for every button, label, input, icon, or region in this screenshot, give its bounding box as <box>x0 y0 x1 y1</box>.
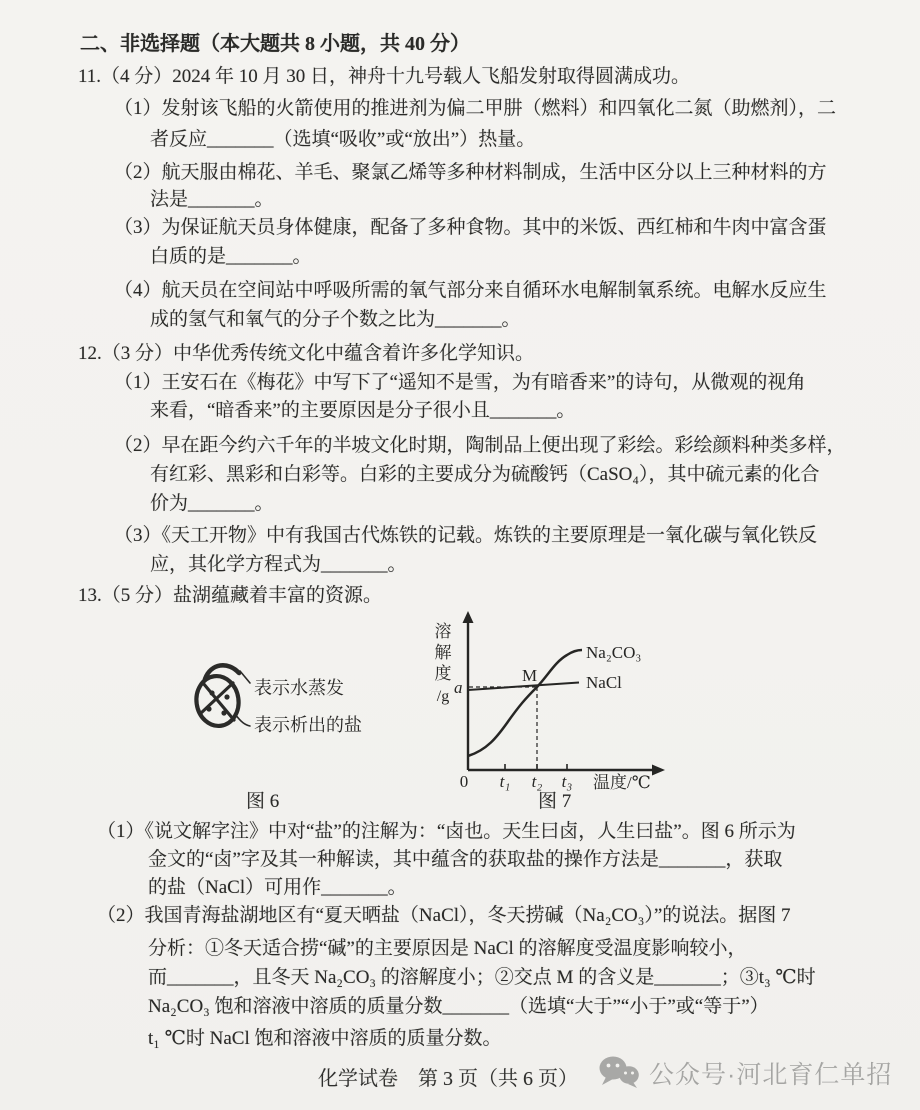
q13-item2-line4: Na₂CO₃ 饱和溶液中溶质的质量分数_______（选填“大于”“小于”或“等于”） <box>148 996 769 1017</box>
figure6-caption: 图 6 <box>246 791 280 812</box>
fig7-ylabel-char3: 度 <box>434 664 452 683</box>
watermark-text: 公众号·河北育仁单招 <box>649 1061 893 1089</box>
q11-item3-line2: 白质的是_______。 <box>150 246 312 267</box>
fig6-pointer-evaporation <box>240 671 250 683</box>
footer-page-label: 化学试卷 第 3 页（共 6 页） <box>318 1068 578 1090</box>
fig6-label-evaporation: 表示水蒸发 <box>254 678 344 698</box>
q11-stem: 11.（4 分）2024 年 10 月 30 日，神舟十九号载人飞船发射取得圆满成功。 <box>78 66 691 87</box>
x-axis-arrow <box>652 765 665 776</box>
section-heading-bold: 二、非选择题 <box>80 33 200 55</box>
q12-stem: 12.（3 分）中华优秀传统文化中蕴含着许多化学知识。 <box>78 343 535 364</box>
figure7-solubility-chart <box>425 610 677 806</box>
q11-item4-line2: 成的氢气和氧气的分子个数之比为_______。 <box>150 309 521 330</box>
q13-item2-line2: 分析：①冬天适合捞“碱”的主要原因是 NaCl 的溶解度受温度影响较小， <box>148 938 747 959</box>
q12-item3-line2: 应，其化学方程式为_______。 <box>150 554 407 575</box>
fig7-series-nacl: NaCl <box>586 673 622 692</box>
fig7-xlabel: 温度/℃ <box>593 773 651 792</box>
q11-item1-line1: （1）发射该飞船的火箭使用的推进剂为偏二甲肼（燃料）和四氧化二氮（助燃剂），二 <box>114 98 837 119</box>
q11-item4-line1: （4）航天员在空间站中呼吸所需的氧气部分来自循环水电解制氧系统。电解水反应生 <box>114 280 827 301</box>
fig7-ylabel-char2: 解 <box>434 643 452 662</box>
fig7-tick-t1: t₁ <box>499 772 511 791</box>
q13-stem: 13.（5 分）盐湖蕴藏着丰富的资源。 <box>78 585 383 606</box>
q13-item2-line1: （2）我国青海盐湖地区有“夏天晒盐（NaCl），冬天捞碱（Na₂CO₃）”的说法。据图 7 <box>97 905 791 926</box>
fig7-tick-0: 0 <box>459 772 469 791</box>
fig7-ylabel-char1: 溶 <box>434 622 452 641</box>
q12-item1-line1: （1）王安石在《梅花》中写下了“遥知不是雪，为有暗香来”的诗句，从微观的视角 <box>114 372 806 393</box>
figure6-glyph-diagram <box>183 650 418 762</box>
q12-item2-line3: 价为_______。 <box>150 493 274 514</box>
fig7-ylabel-unit: /g <box>436 688 450 705</box>
q11-item2-line1: （2）航天服由棉花、羊毛、聚氯乙烯等多种材料制成，生活中区分以上三种材料的方 <box>114 162 827 183</box>
q13-item2-line5: t₁ ℃时 NaCl 饱和溶液中溶质的质量分数。 <box>148 1028 502 1049</box>
q11-item3-line1: （3）为保证航天员身体健康，配备了多种食物。其中的米饭、西红柿和牛肉中富含蛋 <box>114 217 827 238</box>
q12-item1-line2: 来看，“暗香来”的主要原因是分子很小且_______。 <box>150 400 576 421</box>
fig6-pointer-salt <box>235 714 250 726</box>
q13-item2-line3: 而_______，且冬天 Na₂CO₃ 的溶解度小；②交点 M 的含义是_______；③t₃ ℃时 <box>148 967 816 988</box>
fig7-tick-t2: t₂ <box>531 772 543 791</box>
y-axis-arrow <box>463 611 474 623</box>
q13-item1-line2: 金文的“卤”字及其一种解读，其中蕴含的获取盐的操作方法是_______，获取 <box>148 849 783 870</box>
figure7-caption: 图 7 <box>538 791 572 812</box>
fig7-y-mark-a: a <box>454 678 463 697</box>
q13-item1-line1: （1）《说文解字注》中对“盐”的注解为：“卤也。天生曰卤，人生曰盐”。图 6 所示为 <box>97 821 796 842</box>
q12-item2-line2: 有红彩、黑彩和白彩等。白彩的主要成分为硫酸钙（CaSO₄），其中硫元素的化合 <box>150 464 820 485</box>
section-heading-rest: （本大题共 8 小题，共 40 分） <box>200 33 470 55</box>
q12-item3-line1: （3）《天工开物》中有我国古代炼铁的记载。炼铁的主要原理是一氧化碳与氧化铁反 <box>114 525 818 546</box>
fig7-tick-t3: t₃ <box>561 772 573 791</box>
section-heading <box>80 32 470 56</box>
q11-item2-line2: 法是_______。 <box>150 189 274 210</box>
watermark <box>598 1054 892 1092</box>
q12-item2-line1: （2）早在距今约六千年的半坡文化时期，陶制品上便出现了彩绘。彩绘颜料种类多样， <box>114 435 846 456</box>
q11-item1-line2: 者反应_______（选填“吸收”或“放出”）热量。 <box>150 129 536 150</box>
fig7-series-na2co3: Na₂CO₃ <box>586 643 642 662</box>
q13-item1-line3: 的盐（NaCl）可用作_______。 <box>148 877 407 898</box>
fig6-label-salt: 表示析出的盐 <box>254 715 362 735</box>
wechat-icon <box>598 1054 640 1092</box>
fig7-point-M: M <box>522 666 538 685</box>
